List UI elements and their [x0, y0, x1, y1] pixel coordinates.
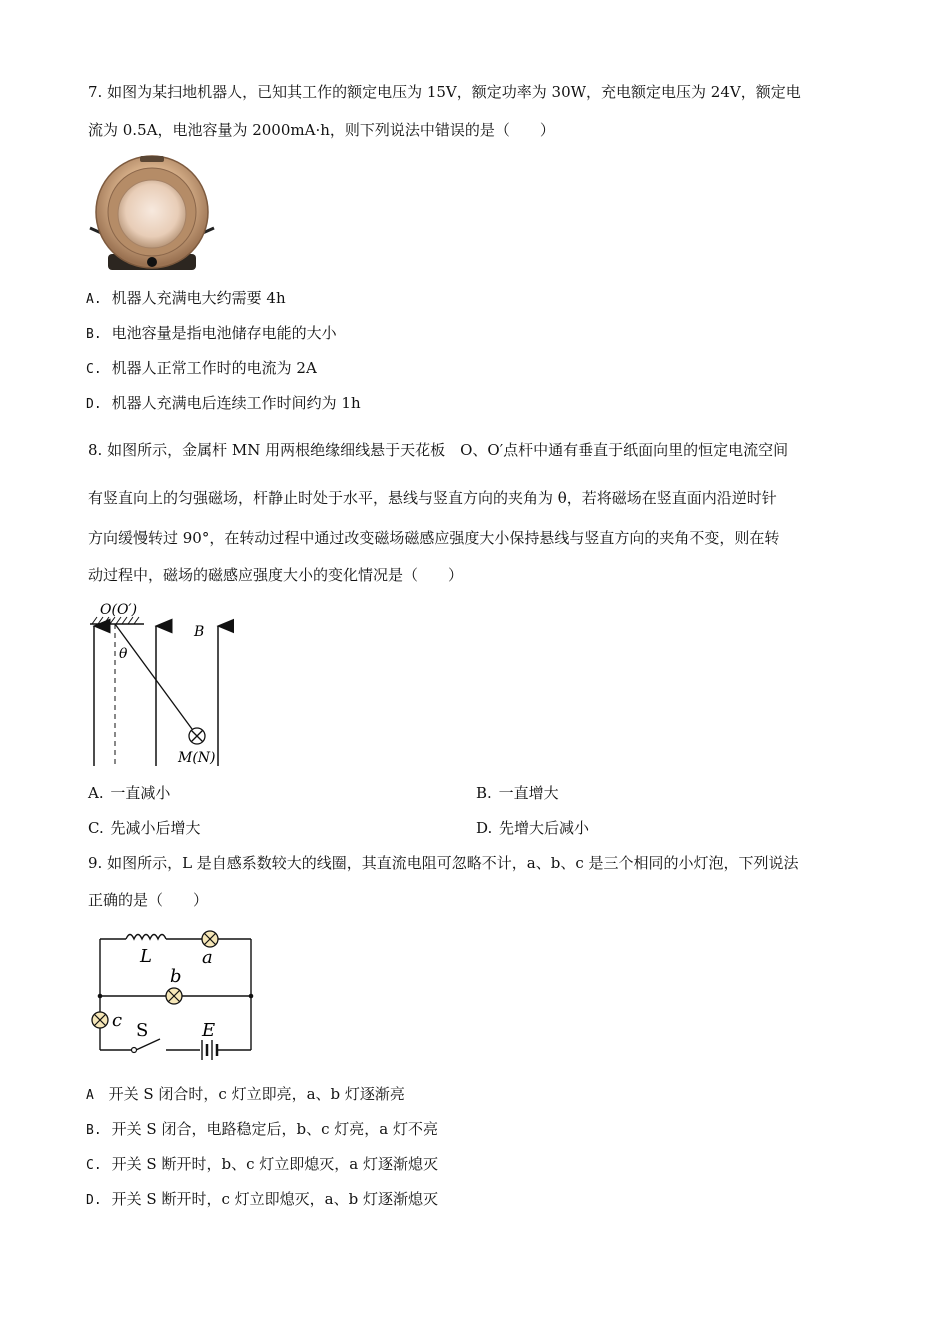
lamp-c-label: c: [112, 1010, 123, 1031]
q9-stem-line-1: 9. 如图所示，L 是自感系数较大的线圈，其直流电阻可忽略不计，a、b、c 是三个相同的小灯泡，下列说法: [88, 854, 799, 872]
option-key: B.: [86, 327, 102, 342]
option-key: D.: [86, 1193, 102, 1208]
battery-label: E: [202, 1020, 216, 1041]
lamp-c: [92, 1012, 108, 1028]
field-label: B: [194, 624, 205, 640]
suspension-thread: [115, 624, 192, 729]
rod-label: M(N): [178, 750, 216, 766]
option-text: 一直增大: [498, 784, 559, 802]
option-key: A: [86, 1088, 94, 1103]
robot-vacuum-image: [86, 150, 218, 274]
option-text: 机器人正常工作时的电流为 2A: [111, 359, 317, 377]
q8-stem-line-1: 8. 如图所示，金属杆 MN 用两根绝缘细线悬于天花板 O、O′点杆中通有垂直于纸面向里的恒定电流空间: [88, 441, 789, 459]
q9-stem-line-2: 正确的是（ ）: [88, 891, 209, 909]
option-text: 一直减小: [110, 784, 171, 802]
option-text: 电池容量是指电池储存电能的大小: [111, 324, 337, 342]
q8-option-b[interactable]: [476, 782, 559, 804]
inductor-coil: [126, 935, 166, 940]
q8-option-c[interactable]: [88, 817, 201, 839]
option-key: B.: [476, 784, 492, 802]
option-key: A.: [88, 784, 104, 802]
q7-option-d[interactable]: [86, 392, 361, 416]
ceiling-hatch: [92, 617, 139, 624]
lamp-a: [202, 931, 218, 947]
option-text: 开关 S 闭合，电路稳定后，b、c 灯亮，a 灯不亮: [111, 1120, 438, 1138]
lamp-b: [166, 988, 182, 1004]
option-key: C.: [86, 1158, 102, 1173]
option-text: 机器人充满电后连续工作时间约为 1h: [111, 394, 361, 412]
q8-stem-line-3: 方向缓慢转过 90°，在转动过程中通过改变磁场磁感应强度大小保持悬线与竖直方向的夹角不变，则在转: [88, 529, 780, 547]
option-key: D.: [476, 819, 493, 837]
q7-option-a[interactable]: [86, 287, 286, 311]
q8-option-d[interactable]: [476, 817, 589, 839]
q8-option-a[interactable]: [88, 782, 170, 804]
junction-left: [98, 994, 103, 999]
q7-stem-line-1: 7. 如图为某扫地机器人，已知其工作的额定电压为 15V，额定功率为 30W，充电额定电压为 24V，额定电: [88, 83, 801, 101]
option-key: B.: [86, 1123, 102, 1138]
circuit-diagram: [86, 920, 266, 1062]
magnetic-field-diagram: [84, 596, 234, 772]
q9-option-b[interactable]: [86, 1118, 438, 1142]
inductor-label: L: [140, 946, 152, 967]
option-key: C.: [88, 819, 104, 837]
option-text: 开关 S 断开时，c 灯立即熄灭，a、b 灯逐渐熄灭: [111, 1190, 438, 1208]
option-key: C.: [86, 362, 102, 377]
pivot-label: O(O′): [100, 602, 138, 618]
option-text: 机器人充满电大约需要 4h: [111, 289, 286, 307]
option-text: 开关 S 闭合时，c 灯立即亮，a、b 灯逐渐亮: [108, 1085, 405, 1103]
q8-stem-line-2: 有竖直向上的匀强磁场，杆静止时处于水平，悬线与竖直方向的夹角为 θ，若将磁场在竖直面内沿逆时针: [88, 489, 777, 507]
angle-label: θ: [119, 646, 128, 662]
q7-option-b[interactable]: [86, 322, 337, 346]
q9-option-a[interactable]: [86, 1083, 405, 1107]
lamp-b-label: b: [170, 966, 182, 987]
option-text: 先减小后增大: [110, 819, 201, 837]
option-text: 先增大后减小: [499, 819, 590, 837]
q7-option-c[interactable]: [86, 357, 317, 381]
q8-stem-line-4: 动过程中，磁场的磁感应强度大小的变化情况是（ ）: [88, 566, 464, 584]
junction-right: [249, 994, 254, 999]
lamp-a-label: a: [202, 947, 213, 968]
option-key: A.: [86, 292, 102, 307]
q9-option-d[interactable]: [86, 1188, 438, 1212]
option-key: D.: [86, 397, 102, 412]
switch-contact: [132, 1048, 137, 1053]
switch-label: S: [136, 1020, 149, 1041]
q7-stem-line-2: 流为 0.5A，电池容量为 2000mA·h，则下列说法中错误的是（ ）: [88, 121, 555, 139]
option-text: 开关 S 断开时，b、c 灯立即熄灭，a 灯逐渐熄灭: [111, 1155, 438, 1173]
q9-option-c[interactable]: [86, 1153, 438, 1177]
